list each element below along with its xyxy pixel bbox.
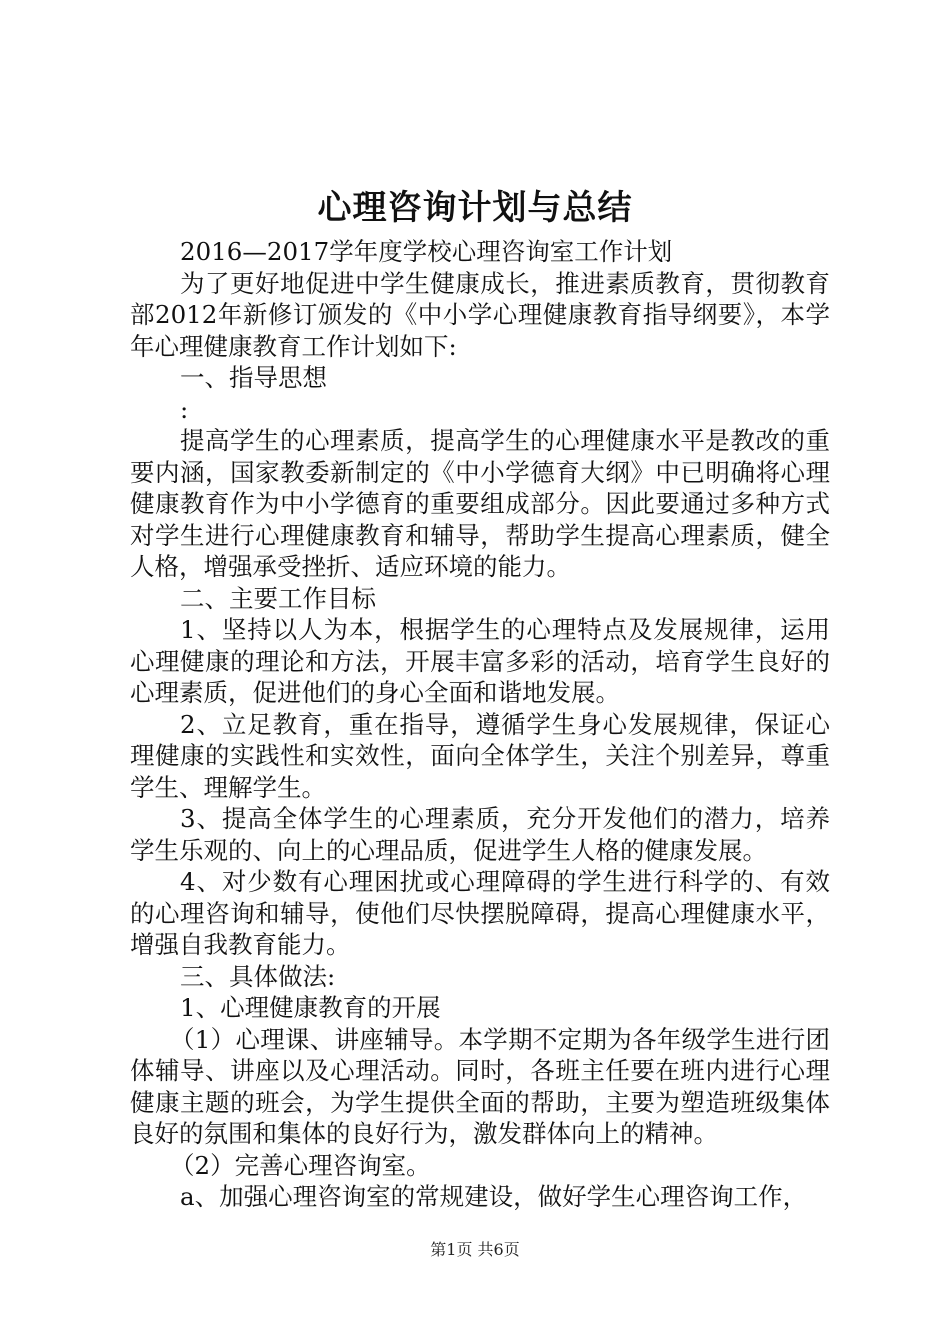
- section-heading-methods: 三、具体做法:: [180, 961, 336, 991]
- page-footer: 第1页 共6页: [430, 1240, 520, 1259]
- document-body: [130, 236, 830, 1213]
- document-title: 心理咨询计划与总结: [317, 188, 633, 228]
- paragraph-intro: 为了更好地促进中学生健康成长，推进素质教育，贯彻教育部2012年新修订颁发的《中小学心理健康教育指导纲要》，本学年心理健康教育工作计划如下:: [130, 268, 830, 361]
- paragraph-item-a: a、加强心理咨询室的常规建设，做好学生心理咨询工作，: [180, 1182, 808, 1211]
- paragraph-colon: :: [180, 394, 189, 424]
- paragraph-goal-4: 4、对少数有心理困扰或心理障碍的学生进行科学的、有效的心理咨询和辅导，使他们尽快摆脱障碍，提高心理健康水平，增强自我教育能力。: [130, 867, 830, 959]
- section-heading-goals: 二、主要工作目标: [180, 583, 376, 613]
- subheading-mental-health-education: 1、心理健康教育的开展: [180, 993, 441, 1022]
- paragraph-guiding-idea: 提高学生的心理素质，提高学生的心理健康水平是教改的重要内涵，国家教委新制定的《中小学德育大纲》中已明确将心理健康教育作为中小学德育的重要组成部分。因此要通过多种方式对学生进行心理健康教育和辅导，帮助学生提高心理素质，健全人格，增强承受挫折、适应环境的能力。: [130, 426, 830, 581]
- paragraph-goal-1: 1、坚持以人为本，根据学生的心理特点及发展规律，运用心理健康的理论和方法，开展丰富多彩的活动，培育学生良好的心理素质，促进他们的身心全面和谐地发展。: [130, 615, 830, 707]
- paragraph-goal-2: 2、立足教育，重在指导，遵循学生身心发展规律，保证心理健康的实践性和实效性，面向全体学生，关注个别差异，尊重学生、理解学生。: [130, 709, 830, 802]
- paragraph-counseling-room: （2）完善心理咨询室。: [170, 1150, 431, 1180]
- section-heading-guiding-idea: 一、指导思想: [180, 363, 327, 392]
- paragraph-goal-3: 3、提高全体学生的心理素质，充分开发他们的潜力，培养学生乐观的、向上的心理品质，促进学生人格的健康发展。: [130, 804, 830, 865]
- paragraph-plan-heading: 2016—2017学年度学校心理咨询室工作计划: [180, 237, 673, 266]
- paragraph-lessons-lectures: （1）心理课、讲座辅导。本学期不定期为各年级学生进行团体辅导、讲座以及心理活动。同时，各班主任要在班内进行心理健康主题的班会，为学生提供全面的帮助，主要为塑造班级集体良好的氛围和集体的良好行为，激发群体向上的精神。: [130, 1024, 830, 1148]
